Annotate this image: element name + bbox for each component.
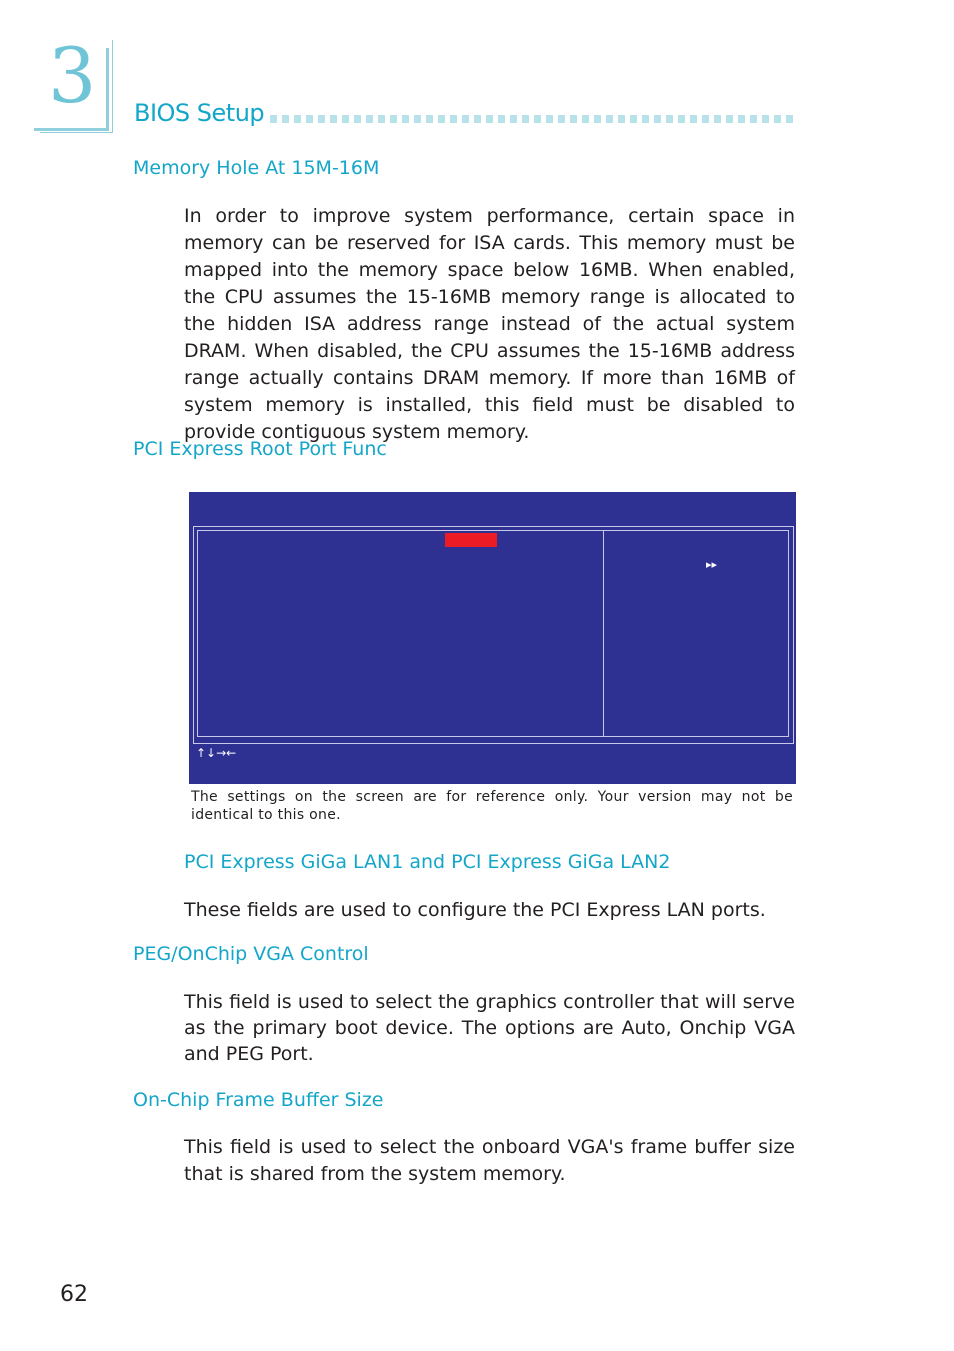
frame-buffer-body: This field is used to select the onboard VGA's frame buffer size that is shared from the system memory. bbox=[184, 1136, 795, 1185]
frame-buffer-heading: On-Chip Frame Buffer Size bbox=[133, 1089, 384, 1111]
page-number: 62 bbox=[60, 1282, 88, 1307]
bios-selected-item bbox=[445, 533, 497, 547]
bios-help-panel bbox=[603, 530, 789, 737]
chapter-title: BIOS Setup bbox=[134, 99, 265, 127]
pci-root-heading: PCI Express Root Port Func bbox=[133, 438, 387, 460]
header-dotted-rule bbox=[270, 115, 798, 123]
giga-lan-heading: PCI Express GiGa LAN1 and PCI Express GiGa LAN2 bbox=[184, 851, 671, 873]
nav-keys-icon: ↑↓→← bbox=[196, 746, 237, 760]
chapter-number: 3 bbox=[48, 31, 97, 120]
submenu-marker-icon: ▸▸ bbox=[706, 558, 718, 571]
bios-settings-panel bbox=[197, 530, 604, 737]
screen-caption: The settings on the screen are for reference only. Your version may not be identical to this one. bbox=[191, 789, 793, 823]
memory-hole-body: In order to improve system performance, certain space in memory can be reserved for ISA cards. This memory must be mapped into the memory space below 16MB. When enabled, the CPU assumes the 15-16MB memory range is allocated to the hidden ISA address range instead of the actual system DRAM. When disabled, the CPU assumes the 15-16MB address range actually contains DRAM memory. If more than 16MB of system memory is installed, this field must be disabled to provide contiguous system memory. bbox=[184, 205, 795, 443]
giga-lan-body: These fields are used to configure the PCI Express LAN ports. bbox=[184, 899, 766, 921]
peg-vga-heading: PEG/OnChip VGA Control bbox=[133, 943, 369, 965]
peg-vga-body: This field is used to select the graphics controller that will serve as the primary boot device. The options are Auto, Onchip VGA and PEG Port. bbox=[184, 991, 795, 1065]
memory-hole-heading: Memory Hole At 15M-16M bbox=[133, 157, 380, 179]
